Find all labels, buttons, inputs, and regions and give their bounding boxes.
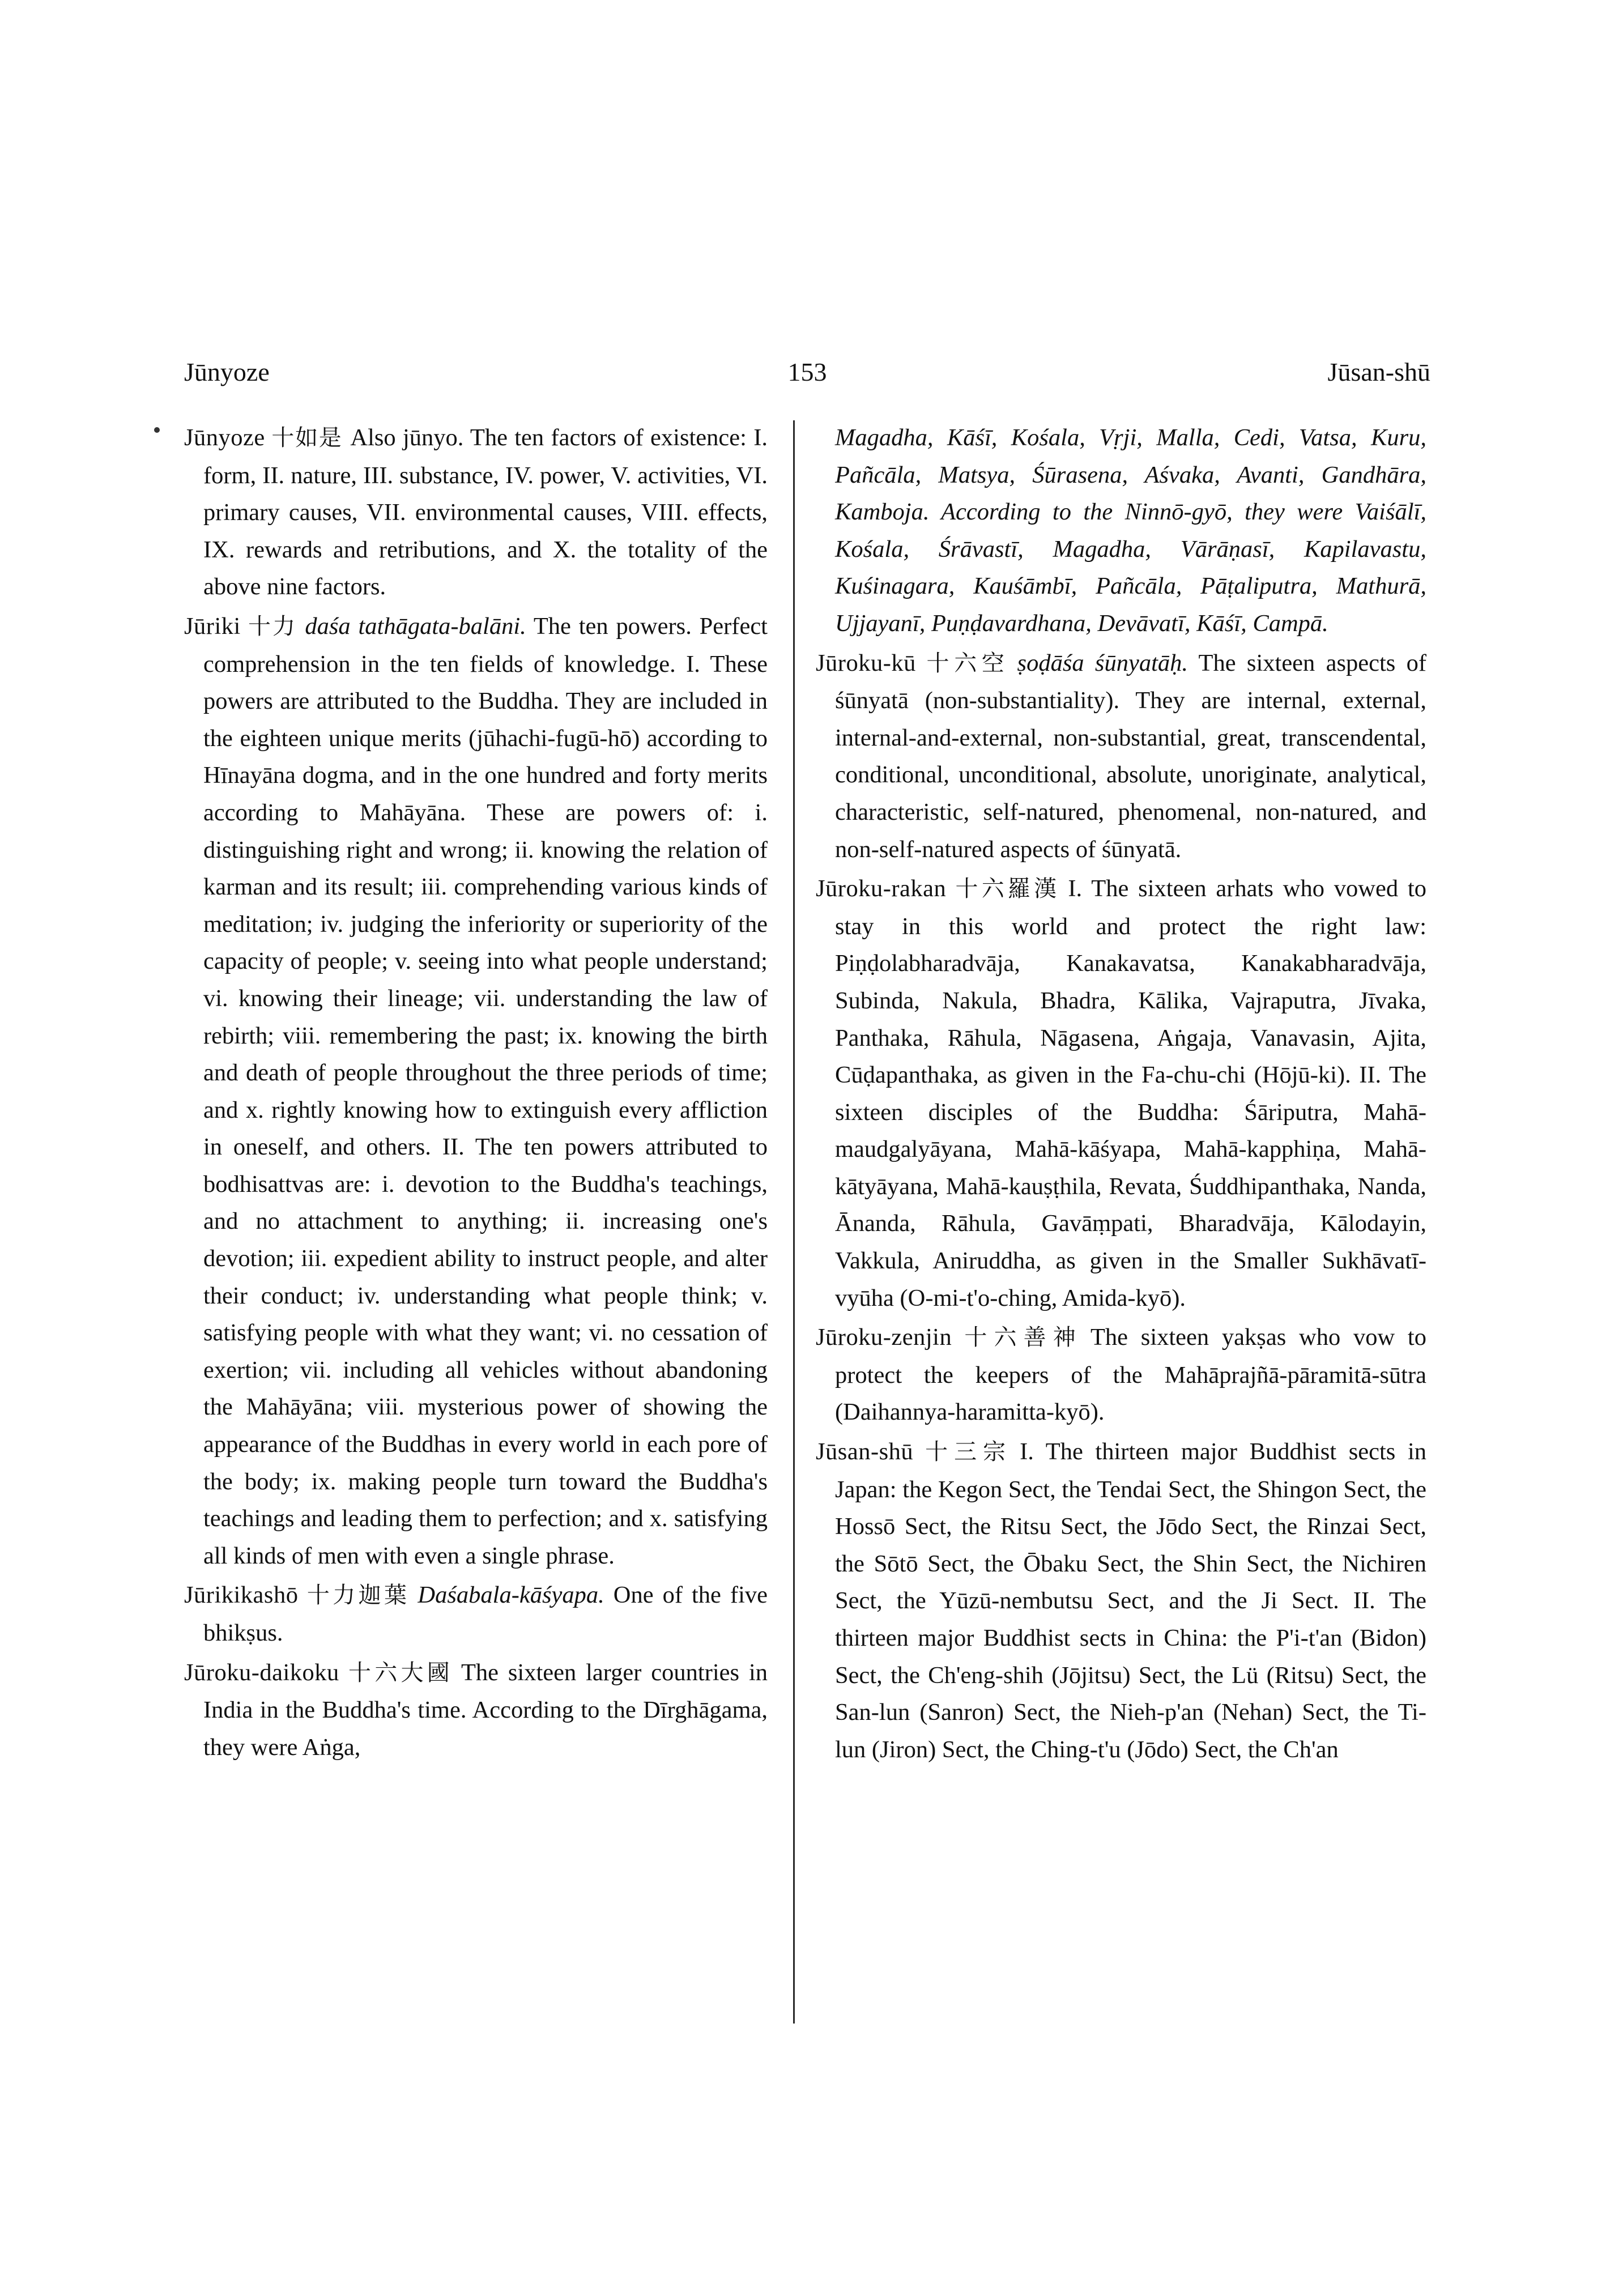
header-left-guide-word: Jūnyoze (184, 357, 270, 386)
entry-juriki (184, 608, 768, 1574)
entry-kanji: 十六空 (921, 650, 1009, 676)
entry-headword: Jūroku-zenjin (816, 1324, 952, 1351)
entry-headword: Jūsan-shū (816, 1438, 914, 1466)
entry-definition: The sixteen yakṣas who vow to protect the keepers of the Mahāprajñā-pāramitā-sūtra (Daihannya-haramitta-kyō). (835, 1324, 1426, 1426)
entry-juroku-rakan (816, 870, 1426, 1317)
entry-juroku-zenjin (816, 1319, 1426, 1431)
column-divider (793, 420, 795, 2024)
running-header (184, 352, 1430, 392)
entry-definition: The ten powers. Perfect comprehension in the ten fields of knowledge. I. These powers are attributed to the Buddha. They are included in the eighteen unique merits (jūhachi-fugū-hō) according to Hīnayāna dogma, and in the one hundred and forty merits according to Mahāyāna. These are powers of: i. distinguishing right and wrong; ii. knowing the relation of karman and its result; iii. comprehending various kinds of meditation; iv. judging the inferiority or superiority of the capacity of people; v. seeing into what people understand; vi. knowing their lineage; vii. understanding the law of rebirth; viii. remembering the past; ix. knowing the birth and death of people throughout the three periods of time; and x. rightly knowing how to extinguish every affliction in oneself, and others. II. The ten powers attributed to bodhisattvas are: i. devotion to the Buddha's teachings, and no attachment to anything; ii. increasing one's devotion; iii. expedient ability to instruct people, and alter their conduct; iv. understanding what people think; v. satisfying people with what they want; vi. no cessation of exertion; vii. including all vehicles without abandoning the Mahāyāna; viii. mysterious power of showing the appearance of the Buddhas in every world in each pore of the body; ix. making people turn toward the Buddha's teachings and leading them to perfection; and x. satisfying all kinds of men with even a single phrase. (203, 612, 768, 1569)
margin-mark (154, 427, 160, 433)
entry-sanskrit: Daśabala-kāśyapa. (418, 1582, 604, 1609)
entry-headword: Jūroku-rakan (816, 875, 947, 902)
entry-kanji: 十力迦葉 (304, 1582, 410, 1609)
entry-jurikikasho (184, 1577, 768, 1651)
left-column (184, 419, 768, 1768)
entry-definition: I. The sixteen arhats who vowed to stay in this world and protect the right law: Piṇḍolabharadvāja, Kanakavatsa, Kanakabharadvāja, Subinda, Nakula, Bhadra, Kālika, Vajraputra, Jīvaka, Panthaka, Rāhula, Nāgasena, Aṅgaja, Vanavasin, Ajita, Cūḍapanthaka, as given in the Fa-chu-chi (Hōjū-ki). II. The sixteen disciples of the Buddha: Śāriputra, Mahā-maudgalyāyana, Mahā-kāśyapa, Mahā-kapphiṇa, Mahā-kātyāyana, Mahā-kauṣṭhila, Revata, Śuddhipanthaka, Nanda, Ānanda, Rāhula, Gavāṃpati, Bharadvāja, Kālodayin, Vakkula, Aniruddha, as given in the Smaller Sukhāvatī-vyūha (O-mi-t'o-ching, Amida-kyō). (835, 875, 1427, 1311)
entry-juroku-ku (816, 645, 1426, 868)
entry-sanskrit: daśa tathāgata-balāni. (305, 612, 526, 640)
entry-sanskrit: ṣoḍāśa śūnyatāḥ. (1017, 649, 1189, 676)
right-column (816, 419, 1426, 1770)
entry-headword: Jūnyoze (184, 424, 265, 451)
entry-definition: I. The thirteen major Buddhist sects in Japan: the Kegon Sect, the Tendai Sect, the Shingon Sect, the Hossō Sect, the Ritsu Sect, the Jōdo Sect, the Rinzai Sect, the Sōtō Sect, the Ōbaku Sect, the Shin Sect, the Nichiren Sect, the Yūzū-nembutsu Sect, and the Ji Sect. II. The thirteen major Buddhist sects in China: the P'i-t'an (Bidon) Sect, the Ch'eng-shih (Jōjitsu) Sect, the Lü (Ritsu) Sect, the San-lun (Sanron) Sect, the Nieh-p'an (Nehan) Sect, the Ti-lun (Jiron) Sect, the Ching-t'u (Jōdo) Sect, the Ch'an (835, 1438, 1426, 1763)
entry-kanji: 十三宗 (919, 1439, 1012, 1466)
entry-definition: The sixteen aspects of śūnyatā (non-substantiality). They are internal, external, internal-and-external, non-substantial, great, transcendental, conditional, unconditional, absolute, unoriginate, analytical, characteristic, self-natured, phenomenal, non-natured, and non-self-natured aspects of śūnyatā. (835, 649, 1427, 863)
entry-definition: Magadha, Kāśī, Kośala, Vṛji, Malla, Cedi, Vatsa, Kuru, Pañcāla, Matsya, Śūrasena, Aśvaka, Avanti, Gandhāra, Kamboja. According to the Ninnō-gyō, they were Vaiśālī, Kośala, Śrāvastī, Magadha, Vārāṇasī, Kapilavastu, Kuśinagara, Kauśāmbī, Pañcāla, Pāṭaliputra, Mathurā, Ujjayanī, Puṇḍavardhana, Devāvatī, Kāśī, Campā. (835, 424, 1426, 637)
page-number: 153 (787, 357, 827, 386)
entry-kanji: 十六善神 (957, 1324, 1083, 1351)
entry-headword: Jūroku-daikoku (184, 1659, 339, 1686)
entry-continuation (816, 419, 1426, 642)
entry-headword: Jūroku-kū (816, 649, 916, 676)
entry-headword: Jūriki (184, 612, 241, 640)
entry-kanji: 十如是 (270, 425, 343, 451)
entry-jusan-shu (816, 1433, 1426, 1768)
header-right-guide-word: Jūsan-shū (1327, 357, 1430, 386)
entry-definition: The sixteen larger countries in India in the Buddha's time. According to the Dīrghāgama, they were Aṅga, (203, 1659, 768, 1761)
entry-kanji: 十六大國 (344, 1659, 453, 1686)
entry-kanji: 十六羅漢 (952, 876, 1060, 902)
entry-juroku-daikoku (184, 1654, 768, 1766)
entry-kanji: 十力 (246, 613, 297, 640)
entry-junyoze (184, 419, 768, 606)
entry-definition: One of the five bhikṣus. (203, 1582, 768, 1646)
entry-definition: Also jūnyo. The ten factors of existence: I. form, II. nature, III. substance, IV. power, V. activities, VI. primary causes, VII. environmental causes, VIII. effects, IX. rewards and retributions, and X. the totality of the above nine factors. (203, 424, 768, 600)
entry-headword: Jūrikikashō (184, 1582, 299, 1609)
